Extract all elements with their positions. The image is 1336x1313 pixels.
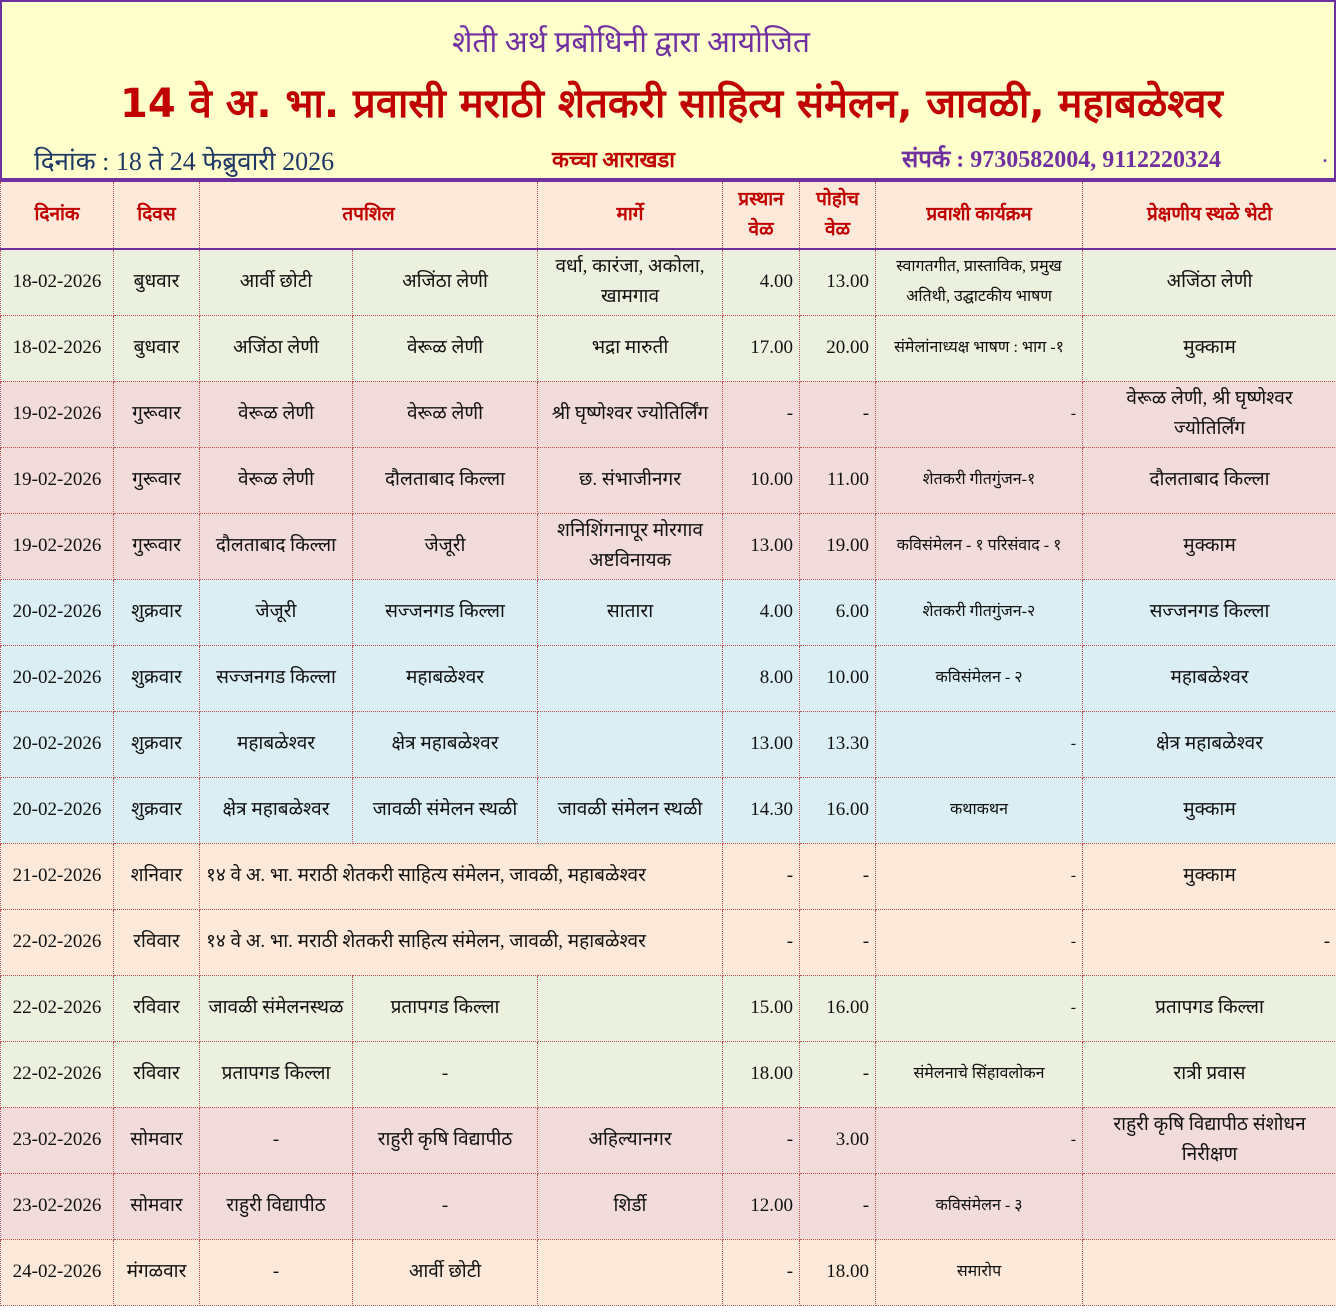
- table-row: [1, 579, 1336, 645]
- cell-day: शुक्रवार: [114, 777, 200, 843]
- cell-from: वेरूळ लेणी: [200, 381, 353, 447]
- cell-departure: 18.00: [723, 1041, 800, 1107]
- cell-to: राहुरी कृषि विद्यापीठ: [353, 1107, 538, 1173]
- cell-date: 23-02-2026: [1, 1107, 114, 1173]
- cell-arrival: 6.00: [800, 579, 876, 645]
- cell-day: शनिवार: [114, 843, 200, 909]
- cell-route: भद्रा मारुती: [538, 315, 723, 381]
- cell-from: वेरूळ लेणी: [200, 447, 353, 513]
- cell-visit: मुक्काम: [1083, 777, 1336, 843]
- cell-departure: -: [723, 381, 800, 447]
- cell-day: गुरूवार: [114, 381, 200, 447]
- cell-to: जेजूरी: [353, 513, 538, 579]
- cell-to: -: [353, 1173, 538, 1239]
- cell-day: गुरूवार: [114, 513, 200, 579]
- cell-program: समारोप: [876, 1239, 1083, 1305]
- cell-day: सोमवार: [114, 1107, 200, 1173]
- cell-route: [538, 645, 723, 711]
- cell-date: 20-02-2026: [1, 579, 114, 645]
- cell-visit: महाबळेश्वर: [1083, 645, 1336, 711]
- header-visit: प्रेक्षणीय स्थळे भेटी: [1083, 181, 1336, 249]
- cell-date: 20-02-2026: [1, 777, 114, 843]
- cell-program: कथाकथन: [876, 777, 1083, 843]
- cell-date: 18-02-2026: [1, 315, 114, 381]
- cell-route: छ. संभाजीनगर: [538, 447, 723, 513]
- cell-departure: -: [723, 1239, 800, 1305]
- cell-from: महाबळेश्वर: [200, 711, 353, 777]
- cell-from: प्रतापगड किल्ला: [200, 1041, 353, 1107]
- cell-arrival: -: [800, 1173, 876, 1239]
- cell-from: क्षेत्र महाबळेश्वर: [200, 777, 353, 843]
- cell-program: कविसंमेलन - १ परिसंवाद - १: [876, 513, 1083, 579]
- cell-from: -: [200, 1239, 353, 1305]
- cell-program: कविसंमेलन - २: [876, 645, 1083, 711]
- cell-departure: -: [723, 909, 800, 975]
- trailing-dot: .: [1322, 142, 1328, 168]
- cell-date: 19-02-2026: [1, 381, 114, 447]
- cell-merged: १४ वे अ. भा. मराठी शेतकरी साहित्य संमेलन, जावळी, महाबळेश्वर: [200, 909, 723, 975]
- cell-arrival: 16.00: [800, 975, 876, 1041]
- draft-label: कच्चा आराखडा: [552, 147, 676, 172]
- cell-departure: 12.00: [723, 1173, 800, 1239]
- cell-to: महाबळेश्वर: [353, 645, 538, 711]
- cell-day: रविवार: [114, 909, 200, 975]
- cell-arrival: 19.00: [800, 513, 876, 579]
- cell-from: सज्जनगड किल्ला: [200, 645, 353, 711]
- table-row: [1, 249, 1336, 315]
- cell-program: -: [876, 381, 1083, 447]
- cell-route: जावळी संमेलन स्थळी: [538, 777, 723, 843]
- cell-from: जेजूरी: [200, 579, 353, 645]
- cell-program: कविसंमेलन - ३: [876, 1173, 1083, 1239]
- cell-visit: राहुरी कृषि विद्यापीठ संशोधन निरीक्षण: [1083, 1107, 1336, 1173]
- cell-to: दौलताबाद किल्ला: [353, 447, 538, 513]
- cell-departure: 13.00: [723, 513, 800, 579]
- cell-from: अजिंठा लेणी: [200, 315, 353, 381]
- banner: [0, 0, 1336, 180]
- table-row: [1, 1107, 1336, 1173]
- cell-day: गुरूवार: [114, 447, 200, 513]
- cell-route: शनिशिंगनापूर मोरगाव अष्टविनायक: [538, 513, 723, 579]
- cell-arrival: -: [800, 1041, 876, 1107]
- header-arrival: पोहोच वेळ: [800, 181, 876, 249]
- header-program: प्रवाशी कार्यक्रम: [876, 181, 1083, 249]
- cell-visit: मुक्काम: [1083, 843, 1336, 909]
- cell-route: [538, 1041, 723, 1107]
- cell-program: स्वागतगीत, प्रास्ताविक, प्रमुख अतिथी, उद्घाटकीय भाषण: [876, 249, 1083, 315]
- cell-departure: 8.00: [723, 645, 800, 711]
- table-row: [1, 909, 1336, 975]
- cell-program: संमेलांनाध्यक्ष भाषण : भाग -१: [876, 315, 1083, 381]
- cell-program: -: [876, 975, 1083, 1041]
- table-row: [1, 381, 1336, 447]
- cell-visit: रात्री प्रवास: [1083, 1041, 1336, 1107]
- cell-from: जावळी संमेलनस्थळ: [200, 975, 353, 1041]
- cell-departure: 4.00: [723, 249, 800, 315]
- cell-date: 23-02-2026: [1, 1173, 114, 1239]
- cell-program: शेतकरी गीतगुंजन-१: [876, 447, 1083, 513]
- cell-visit: अजिंठा लेणी: [1083, 249, 1336, 315]
- cell-date: 19-02-2026: [1, 513, 114, 579]
- table-row: [1, 1239, 1336, 1305]
- cell-day: शुक्रवार: [114, 579, 200, 645]
- cell-route: अहिल्यानगर: [538, 1107, 723, 1173]
- cell-arrival: 3.00: [800, 1107, 876, 1173]
- cell-departure: -: [723, 1107, 800, 1173]
- cell-arrival: 11.00: [800, 447, 876, 513]
- event-dates: दिनांक : 18 ते 24 फेब्रुवारी 2026: [34, 147, 335, 176]
- cell-day: बुधवार: [114, 249, 200, 315]
- cell-day: शुक्रवार: [114, 645, 200, 711]
- cell-to: क्षेत्र महाबळेश्वर: [353, 711, 538, 777]
- cell-day: रविवार: [114, 1041, 200, 1107]
- cell-day: बुधवार: [114, 315, 200, 381]
- cell-to: वेरूळ लेणी: [353, 381, 538, 447]
- cell-to: जावळी संमेलन स्थळी: [353, 777, 538, 843]
- cell-departure: 15.00: [723, 975, 800, 1041]
- cell-date: 24-02-2026: [1, 1239, 114, 1305]
- cell-program: -: [876, 711, 1083, 777]
- cell-departure: 14.30: [723, 777, 800, 843]
- cell-date: 19-02-2026: [1, 447, 114, 513]
- table-row: [1, 777, 1336, 843]
- cell-route: [538, 1239, 723, 1305]
- header-route: मार्गे: [538, 181, 723, 249]
- cell-program: -: [876, 843, 1083, 909]
- cell-visit: सज्जनगड किल्ला: [1083, 579, 1336, 645]
- cell-date: 21-02-2026: [1, 843, 114, 909]
- cell-departure: -: [723, 843, 800, 909]
- header-row: [1, 181, 1336, 249]
- cell-route: सातारा: [538, 579, 723, 645]
- cell-program: -: [876, 909, 1083, 975]
- table-row: [1, 843, 1336, 909]
- cell-visit: [1083, 1239, 1336, 1305]
- cell-route: शिर्डी: [538, 1173, 723, 1239]
- cell-arrival: -: [800, 843, 876, 909]
- contact-numbers: संपर्क : 9730582004, 9112220324: [902, 147, 1221, 173]
- cell-date: 22-02-2026: [1, 909, 114, 975]
- organizer-line: शेती अर्थ प्रबोधिनी द्वारा आयोजित: [452, 26, 810, 59]
- cell-route: [538, 711, 723, 777]
- cell-visit: मुक्काम: [1083, 513, 1336, 579]
- cell-visit: दौलताबाद किल्ला: [1083, 447, 1336, 513]
- table-row: [1, 315, 1336, 381]
- cell-to: अजिंठा लेणी: [353, 249, 538, 315]
- table-row: [1, 711, 1336, 777]
- cell-arrival: 13.30: [800, 711, 876, 777]
- cell-date: 22-02-2026: [1, 975, 114, 1041]
- cell-departure: 10.00: [723, 447, 800, 513]
- cell-day: मंगळवार: [114, 1239, 200, 1305]
- cell-to: -: [353, 1041, 538, 1107]
- header-date: दिनांक: [1, 181, 114, 249]
- cell-visit: [1083, 1173, 1336, 1239]
- cell-date: 22-02-2026: [1, 1041, 114, 1107]
- cell-to: आर्वी छोटी: [353, 1239, 538, 1305]
- table-row: [1, 1041, 1336, 1107]
- cell-arrival: 18.00: [800, 1239, 876, 1305]
- cell-from: -: [200, 1107, 353, 1173]
- table-row: [1, 645, 1336, 711]
- cell-from: राहुरी विद्यापीठ: [200, 1173, 353, 1239]
- cell-arrival: 16.00: [800, 777, 876, 843]
- cell-to: सज्जनगड किल्ला: [353, 579, 538, 645]
- table-row: [1, 975, 1336, 1041]
- cell-from: आर्वी छोटी: [200, 249, 353, 315]
- cell-departure: 4.00: [723, 579, 800, 645]
- cell-route: श्री घृष्णेश्वर ज्योतिर्लिंग: [538, 381, 723, 447]
- cell-to: वेरूळ लेणी: [353, 315, 538, 381]
- cell-route: वर्धा, कारंजा, अकोला, खामगाव: [538, 249, 723, 315]
- cell-arrival: 10.00: [800, 645, 876, 711]
- cell-route: [538, 975, 723, 1041]
- cell-arrival: -: [800, 909, 876, 975]
- table-row: [1, 1173, 1336, 1239]
- cell-visit: -: [1083, 909, 1336, 975]
- cell-program: -: [876, 1107, 1083, 1173]
- header-day: दिवस: [114, 181, 200, 249]
- cell-departure: 17.00: [723, 315, 800, 381]
- cell-date: 20-02-2026: [1, 645, 114, 711]
- cell-arrival: -: [800, 381, 876, 447]
- cell-date: 20-02-2026: [1, 711, 114, 777]
- cell-day: शुक्रवार: [114, 711, 200, 777]
- cell-day: रविवार: [114, 975, 200, 1041]
- cell-arrival: 20.00: [800, 315, 876, 381]
- cell-date: 18-02-2026: [1, 249, 114, 315]
- cell-visit: वेरूळ लेणी, श्री घृष्णेश्वर ज्योतिर्लिंग: [1083, 381, 1336, 447]
- cell-arrival: 13.00: [800, 249, 876, 315]
- cell-to: प्रतापगड किल्ला: [353, 975, 538, 1041]
- cell-from: दौलताबाद किल्ला: [200, 513, 353, 579]
- cell-visit: मुक्काम: [1083, 315, 1336, 381]
- cell-program: संमेलनाचे सिंहावलोकन: [876, 1041, 1083, 1107]
- cell-program: शेतकरी गीतगुंजन-२: [876, 579, 1083, 645]
- itinerary-table: [0, 180, 1336, 1306]
- cell-visit: क्षेत्र महाबळेश्वर: [1083, 711, 1336, 777]
- table-row: [1, 447, 1336, 513]
- cell-day: सोमवार: [114, 1173, 200, 1239]
- header-departure: प्रस्थान वेळ: [723, 181, 800, 249]
- cell-visit: प्रतापगड किल्ला: [1083, 975, 1336, 1041]
- cell-merged: १४ वे अ. भा. मराठी शेतकरी साहित्य संमेलन, जावळी, महाबळेश्वर: [200, 843, 723, 909]
- event-title: 14 वे अ. भा. प्रवासी मराठी शेतकरी साहित्य संमेलन, जावळी, महाबळेश्वर: [120, 81, 1223, 127]
- header-details: तपशिल: [200, 181, 538, 249]
- table-row: [1, 513, 1336, 579]
- cell-departure: 13.00: [723, 711, 800, 777]
